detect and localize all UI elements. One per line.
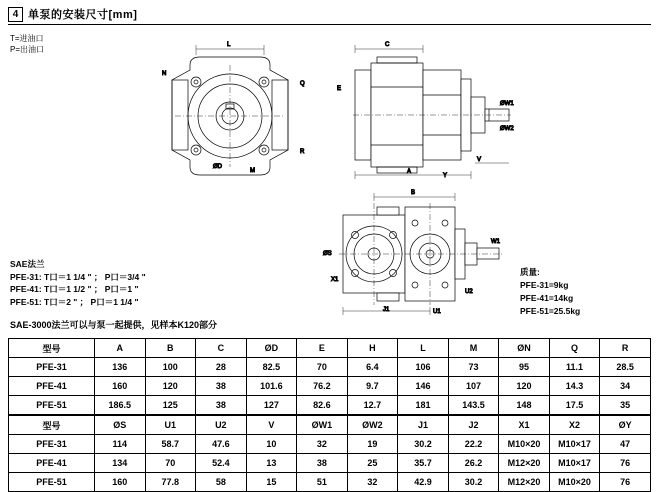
cell-B: 100	[145, 358, 196, 377]
dimension-table-2	[8, 415, 651, 492]
cell-R: 28.5	[600, 358, 651, 377]
dim-label-U2: U2	[465, 289, 473, 295]
dim-label-W1-bottom: W1	[491, 239, 500, 245]
table-row	[9, 454, 651, 473]
cell-V: 13	[246, 454, 297, 473]
cell-S: 134	[95, 454, 146, 473]
dim-label-M: M	[250, 168, 255, 174]
cell-Q: 17.5	[549, 396, 600, 415]
col-header-E: E	[297, 339, 348, 358]
cell-W1: 32	[297, 435, 348, 454]
dim-label-J1: J1	[383, 307, 390, 313]
col-header-M: M	[448, 339, 499, 358]
dim-label-E: E	[337, 86, 342, 92]
cell-X1: M10×20	[499, 435, 550, 454]
col-header-A: A	[95, 339, 146, 358]
sae-flange-title: SAE法兰	[10, 259, 45, 269]
cell-M: 73	[448, 358, 499, 377]
cell-E: 70	[297, 358, 348, 377]
cell-D: 127	[246, 396, 297, 415]
cell-J1: 42.9	[398, 473, 449, 492]
cell-Y: 76	[600, 473, 651, 492]
dim-label-B-bottom: B	[411, 190, 416, 196]
cell-J1: 30.2	[398, 435, 449, 454]
cell-U1: 58.7	[145, 435, 196, 454]
mass-block	[520, 266, 580, 318]
cell-M: 143.5	[448, 396, 499, 415]
sae-flange-line-2: PFE-41: T口＝1 1/2 " ； P口＝1 "	[10, 284, 139, 294]
col-header-W2: ØW2	[347, 416, 398, 435]
sae-flange-block	[10, 258, 146, 308]
cell-C: 38	[196, 396, 247, 415]
cell-model: PFE-41	[9, 377, 95, 396]
cell-H: 6.4	[347, 358, 398, 377]
dim-label-W2: ØW2	[500, 126, 514, 132]
cell-S: 114	[95, 435, 146, 454]
col-header-Q: Q	[549, 339, 600, 358]
cell-X1: M12×20	[499, 454, 550, 473]
dim-label-A: A	[407, 169, 412, 175]
dim-label-R: R	[300, 149, 305, 155]
col-header-V: V	[246, 416, 297, 435]
port-legend-line-1: T=进油口	[10, 34, 44, 43]
cell-X2: M10×20	[549, 473, 600, 492]
sae3000-note: SAE-3000法兰可以与泵一起提供，见样本K120部分	[10, 320, 218, 330]
dim-label-D: ØD	[213, 164, 222, 170]
cell-J1: 35.7	[398, 454, 449, 473]
cell-J2: 30.2	[448, 473, 499, 492]
cell-A: 136	[95, 358, 146, 377]
cell-R: 35	[600, 396, 651, 415]
table-header-row	[9, 416, 651, 435]
section-number: 4	[8, 7, 23, 22]
dim-label-Y: Y	[443, 173, 448, 179]
col-header-W1: ØW1	[297, 416, 348, 435]
col-header-H: H	[347, 339, 398, 358]
dim-label-U1: U1	[433, 309, 441, 315]
col-header-R: R	[600, 339, 651, 358]
col-header-L: L	[398, 339, 449, 358]
cell-V: 15	[246, 473, 297, 492]
sae-flange-line-1: PFE-31: T口＝1 1/4 " ； P口＝3/4 "	[10, 271, 146, 282]
cell-L: 146	[398, 377, 449, 396]
cell-U2: 52.4	[196, 454, 247, 473]
dim-label-N: N	[162, 71, 167, 77]
col-header-X2: X2	[549, 416, 600, 435]
cell-N: 95	[499, 358, 550, 377]
col-header-J1: J1	[398, 416, 449, 435]
cell-L: 106	[398, 358, 449, 377]
cell-model: PFE-31	[9, 358, 95, 377]
cell-model: PFE-51	[9, 396, 95, 415]
front-view-drawing	[150, 35, 320, 180]
cell-S: 160	[95, 473, 146, 492]
mass-line-3: PFE-51=25.5kg	[520, 306, 581, 316]
col-header-U2: U2	[196, 416, 247, 435]
col-header-D: ØD	[246, 339, 297, 358]
table-row	[9, 396, 651, 415]
mass-title: 质量:	[520, 267, 540, 277]
table-row	[9, 358, 651, 377]
page-title: 单泵的安装尺寸[mm]	[28, 9, 138, 21]
cell-U2: 58	[196, 473, 247, 492]
cell-J2: 22.2	[448, 435, 499, 454]
cell-model: PFE-41	[9, 454, 95, 473]
dim-label-S: ØS	[323, 251, 332, 257]
cell-N: 148	[499, 396, 550, 415]
table-row	[9, 435, 651, 454]
cell-E: 82.6	[297, 396, 348, 415]
header-divider	[8, 24, 651, 25]
mass-line-1: PFE-31=9kg	[520, 280, 569, 290]
dim-label-C: C	[385, 42, 390, 48]
cell-W2: 19	[347, 435, 398, 454]
col-header-N: ØN	[499, 339, 550, 358]
cell-B: 125	[145, 396, 196, 415]
dim-label-V: V	[477, 157, 482, 163]
cell-U1: 77.8	[145, 473, 196, 492]
side-view-drawing	[325, 35, 515, 180]
cell-X2: M10×17	[549, 435, 600, 454]
col-header-J2: J2	[448, 416, 499, 435]
col-header-X1: X1	[499, 416, 550, 435]
sae-flange-line-3: PFE-51: T口＝2 " ； P口＝1 1/4 "	[10, 296, 139, 307]
col-header-U1: U1	[145, 416, 196, 435]
cell-Q: 11.1	[549, 358, 600, 377]
cell-B: 120	[145, 377, 196, 396]
cell-W2: 25	[347, 454, 398, 473]
cell-A: 186.5	[95, 396, 146, 415]
bottom-view-drawing	[315, 185, 515, 320]
cell-C: 38	[196, 377, 247, 396]
table-row	[9, 377, 651, 396]
cell-L: 181	[398, 396, 449, 415]
cell-W1: 51	[297, 473, 348, 492]
cell-V: 10	[246, 435, 297, 454]
cell-Q: 14.3	[549, 377, 600, 396]
dimension-tables	[8, 338, 651, 492]
cell-Y: 47	[600, 435, 651, 454]
cell-H: 12.7	[347, 396, 398, 415]
cell-E: 76.2	[297, 377, 348, 396]
dim-label-Q: Q	[300, 81, 305, 87]
mass-line-2: PFE-41=14kg	[520, 293, 574, 303]
cell-D: 82.5	[246, 358, 297, 377]
dim-label-X1: X1	[331, 277, 339, 283]
cell-Y: 76	[600, 454, 651, 473]
cell-X1: M12×20	[499, 473, 550, 492]
cell-C: 28	[196, 358, 247, 377]
dim-label-W1: ØW1	[500, 101, 514, 107]
port-legend	[10, 33, 44, 55]
cell-X2: M10×17	[549, 454, 600, 473]
cell-R: 34	[600, 377, 651, 396]
cell-U1: 70	[145, 454, 196, 473]
dimension-table-1	[8, 338, 651, 415]
cell-W1: 38	[297, 454, 348, 473]
col-header-model-2: 型号	[9, 416, 95, 435]
col-header-Y: ØY	[600, 416, 651, 435]
cell-model: PFE-51	[9, 473, 95, 492]
table-row	[9, 473, 651, 492]
page-header	[8, 6, 137, 22]
cell-U2: 47.6	[196, 435, 247, 454]
port-legend-line-2: P=出油口	[10, 45, 45, 54]
cell-H: 9.7	[347, 377, 398, 396]
cell-model: PFE-31	[9, 435, 95, 454]
cell-A: 160	[95, 377, 146, 396]
dim-label-L: L	[227, 42, 231, 48]
col-header-B: B	[145, 339, 196, 358]
cell-J2: 26.2	[448, 454, 499, 473]
col-header-S: ØS	[95, 416, 146, 435]
cell-W2: 32	[347, 473, 398, 492]
col-header-C: C	[196, 339, 247, 358]
cell-D: 101.6	[246, 377, 297, 396]
cell-M: 107	[448, 377, 499, 396]
table-header-row	[9, 339, 651, 358]
cell-N: 120	[499, 377, 550, 396]
col-header-model: 型号	[9, 339, 95, 358]
